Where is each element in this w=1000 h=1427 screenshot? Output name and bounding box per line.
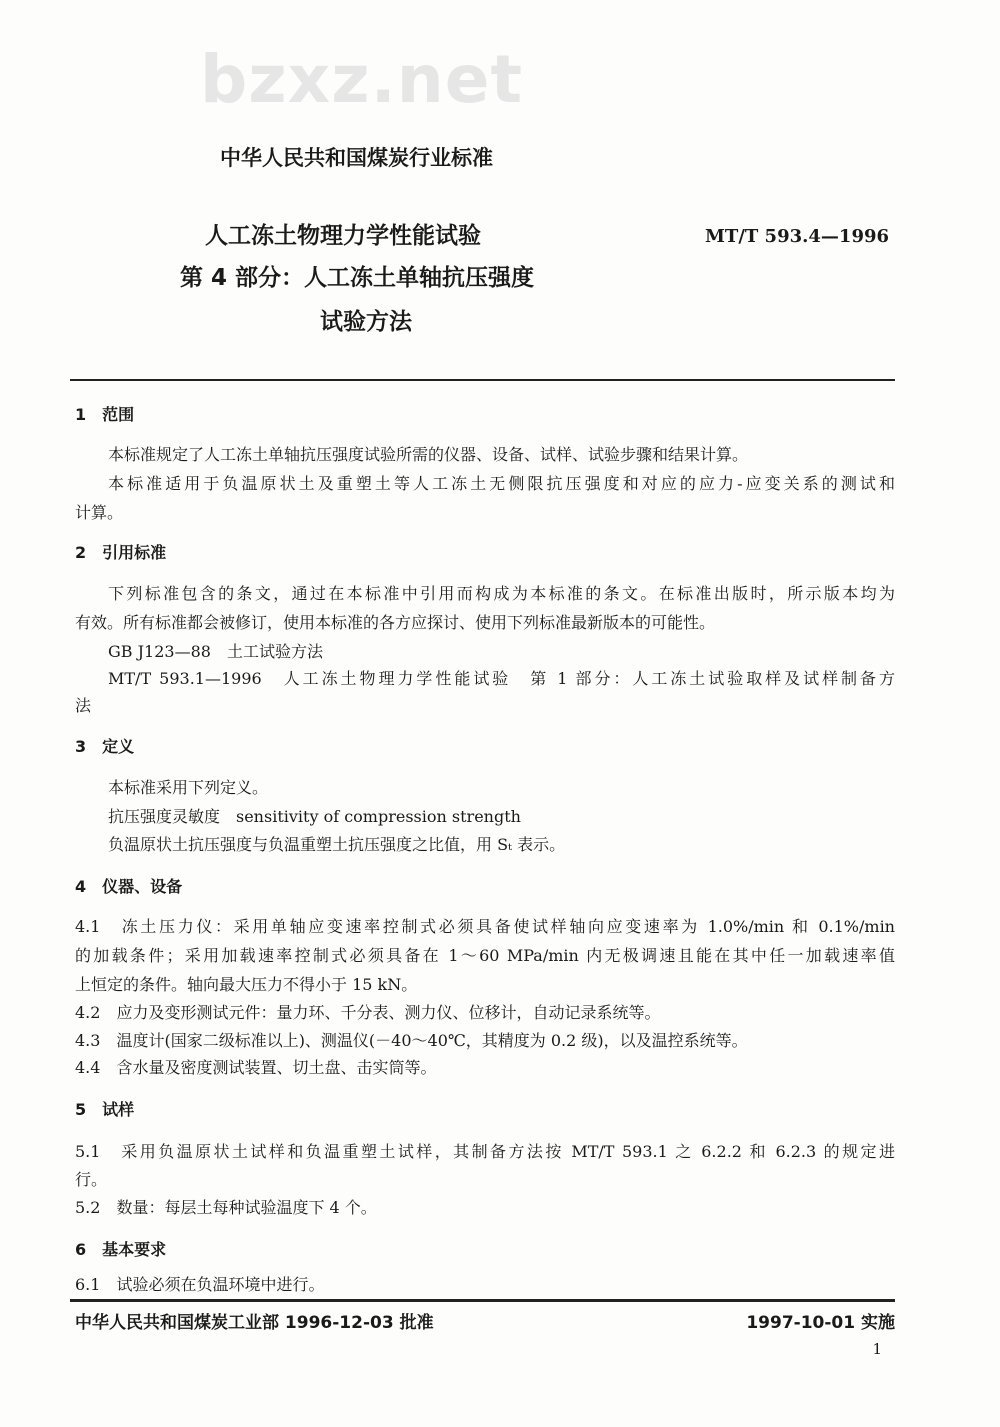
text-line: 本标准适用于负温原状土及重塑土等人工冻土无侧限抗压强度和对应的应力-应变关系的测试和 <box>108 474 895 493</box>
text-line: 4.1 冻土压力仪：采用单轴应变速率控制式必须具备使试样轴向应变速率为 1.0%/min 和 0.1%/min <box>75 917 895 936</box>
section-heading: 3 定义 <box>75 737 135 756</box>
text-line: 法 <box>75 696 92 715</box>
approval-note: 中华人民共和国煤炭工业部 1996-12-03 批准 <box>75 1313 434 1333</box>
text-line: 的加载条件；采用加载速率控制式必须具备在 1～60 MPa/min 内无极调速且能在其中任一加载速率值 <box>75 946 895 965</box>
header-rule <box>70 379 895 381</box>
text-line: GB J123—88 土工试验方法 <box>108 642 323 661</box>
standard-code: MT/T 593.4—1996 <box>705 226 890 247</box>
text-line: 上恒定的条件。轴向最大压力不得小于 15 kN。 <box>75 975 418 994</box>
text-line: 5.1 采用负温原状土试样和负温重塑土试样，其制备方法按 MT/T 593.1 之 6.2.2 和 6.2.3 的规定进 <box>75 1142 895 1161</box>
text-line: 4.2 应力及变形测试元件：量力环、千分表、测力仪、位移计，自动记录系统等。 <box>75 1003 661 1022</box>
section-heading: 4 仪器、设备 <box>75 877 183 896</box>
text-line: 下列标准包含的条文，通过在本标准中引用而构成为本标准的条文。在标准出版时，所示版本均为 <box>108 584 895 603</box>
text-line: 6.1 试验必须在负温环境中进行。 <box>75 1275 325 1294</box>
section-heading: 6 基本要求 <box>75 1240 167 1259</box>
section-heading: 2 引用标准 <box>75 543 167 562</box>
text-line: 本标准采用下列定义。 <box>108 778 269 797</box>
text-line: 行。 <box>75 1170 108 1189</box>
section-heading: 5 试样 <box>75 1100 135 1119</box>
watermark: bzxz.net <box>200 41 524 118</box>
effective-date: 1997-10-01 实施 <box>746 1313 895 1333</box>
text-line: 抗压强度灵敏度 sensitivity of compression strength <box>108 807 521 826</box>
text-line: 负温原状土抗压强度与负温重塑土抗压强度之比值，用 Sₜ 表示。 <box>108 835 566 854</box>
footer-rule <box>70 1299 895 1302</box>
section-heading: 1 范围 <box>75 405 135 424</box>
page-number: 1 <box>872 1340 882 1358</box>
issuing-org: 中华人民共和国煤炭行业标准 <box>220 146 493 170</box>
text-line: 4.4 含水量及密度测试装置、切土盘、击实筒等。 <box>75 1058 437 1077</box>
text-line: 有效。所有标准都会被修订，使用本标准的各方应探讨、使用下列标准最新版本的可能性。 <box>75 613 716 632</box>
title-line-2: 第 4 部分：人工冻土单轴抗压强度 <box>180 265 535 291</box>
text-line: 4.3 温度计(国家二级标准以上)、测温仪(－40～40℃，其精度为 0.2 级)，以及温控系统等。 <box>75 1031 748 1050</box>
text-line: MT/T 593.1—1996 人工冻土物理力学性能试验 第 1 部分：人工冻土试验取样及试样制备方 <box>108 669 895 688</box>
title-line-1: 人工冻土物理力学性能试验 <box>205 223 481 249</box>
text-line: 计算。 <box>75 503 124 522</box>
text-line: 本标准规定了人工冻土单轴抗压强度试验所需的仪器、设备、试样、试验步骤和结果计算。 <box>108 445 749 464</box>
text-line: 5.2 数量：每层土每种试验温度下 4 个。 <box>75 1198 377 1217</box>
title-line-3: 试验方法 <box>320 309 412 335</box>
